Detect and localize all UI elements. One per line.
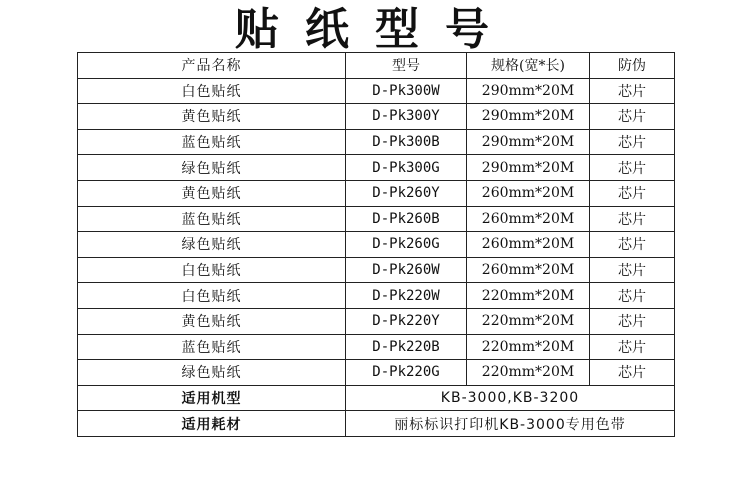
cell-anti-counterfeit: 芯片 xyxy=(590,155,675,181)
table-row xyxy=(78,104,675,130)
header-product-name: 产品名称 xyxy=(78,53,346,79)
cell-anti-counterfeit: 芯片 xyxy=(590,78,675,104)
cell-product-name: 蓝色贴纸 xyxy=(78,129,346,155)
table-row xyxy=(78,257,675,283)
cell-anti-counterfeit: 芯片 xyxy=(590,104,675,130)
cell-spec: 220mm*20M xyxy=(467,283,590,309)
cell-product-name: 绿色贴纸 xyxy=(78,155,346,181)
cell-product-name: 黄色贴纸 xyxy=(78,308,346,334)
table-row xyxy=(78,334,675,360)
cell-product-name: 黄色贴纸 xyxy=(78,104,346,130)
cell-anti-counterfeit: 芯片 xyxy=(590,129,675,155)
cell-spec: 260mm*20M xyxy=(467,232,590,258)
cell-anti-counterfeit: 芯片 xyxy=(590,283,675,309)
table-footer-row xyxy=(78,411,675,437)
footer-label: 适用机型 xyxy=(78,385,346,411)
cell-spec: 220mm*20M xyxy=(467,360,590,386)
cell-anti-counterfeit: 芯片 xyxy=(590,232,675,258)
cell-anti-counterfeit: 芯片 xyxy=(590,360,675,386)
cell-model: D-Pk300W xyxy=(346,78,467,104)
cell-model: D-Pk220Y xyxy=(346,308,467,334)
cell-product-name: 白色贴纸 xyxy=(78,78,346,104)
cell-anti-counterfeit: 芯片 xyxy=(590,308,675,334)
cell-product-name: 蓝色贴纸 xyxy=(78,334,346,360)
cell-anti-counterfeit: 芯片 xyxy=(590,206,675,232)
cell-model: D-Pk220G xyxy=(346,360,467,386)
table-row xyxy=(78,308,675,334)
table-header-row xyxy=(78,53,675,79)
cell-model: D-Pk260Y xyxy=(346,180,467,206)
table-row xyxy=(78,232,675,258)
footer-value: KB-3000,KB-3200 xyxy=(346,385,675,411)
cell-product-name: 蓝色贴纸 xyxy=(78,206,346,232)
cell-spec: 290mm*20M xyxy=(467,104,590,130)
cell-product-name: 绿色贴纸 xyxy=(78,360,346,386)
table-row xyxy=(78,206,675,232)
cell-anti-counterfeit: 芯片 xyxy=(590,334,675,360)
cell-model: D-Pk300G xyxy=(346,155,467,181)
header-model: 型号 xyxy=(346,53,467,79)
cell-spec: 260mm*20M xyxy=(467,180,590,206)
cell-model: D-Pk300Y xyxy=(346,104,467,130)
cell-spec: 220mm*20M xyxy=(467,334,590,360)
cell-anti-counterfeit: 芯片 xyxy=(590,257,675,283)
cell-model: D-Pk260W xyxy=(346,257,467,283)
cell-model: D-Pk300B xyxy=(346,129,467,155)
cell-product-name: 白色贴纸 xyxy=(78,283,346,309)
cell-spec: 220mm*20M xyxy=(467,308,590,334)
cell-spec: 290mm*20M xyxy=(467,129,590,155)
cell-product-name: 绿色贴纸 xyxy=(78,232,346,258)
header-anti-counterfeit: 防伪 xyxy=(590,53,675,79)
footer-label: 适用耗材 xyxy=(78,411,346,437)
cell-model: D-Pk220B xyxy=(346,334,467,360)
cell-spec: 260mm*20M xyxy=(467,257,590,283)
footer-value: 丽标标识打印机KB-3000专用色带 xyxy=(346,411,675,437)
table-row xyxy=(78,129,675,155)
cell-model: D-Pk260B xyxy=(346,206,467,232)
cell-spec: 290mm*20M xyxy=(467,155,590,181)
sticker-model-table xyxy=(77,52,675,437)
cell-product-name: 黄色贴纸 xyxy=(78,180,346,206)
cell-spec: 260mm*20M xyxy=(467,206,590,232)
table-row xyxy=(78,180,675,206)
cell-anti-counterfeit: 芯片 xyxy=(590,180,675,206)
header-spec: 规格(宽*长) xyxy=(467,53,590,79)
table-row xyxy=(78,155,675,181)
table-footer-row xyxy=(78,385,675,411)
cell-spec: 290mm*20M xyxy=(467,78,590,104)
cell-product-name: 白色贴纸 xyxy=(78,257,346,283)
table-row xyxy=(78,283,675,309)
cell-model: D-Pk260G xyxy=(346,232,467,258)
table-row xyxy=(78,360,675,386)
table-row xyxy=(78,78,675,104)
page-title: 贴纸型号 xyxy=(235,4,515,55)
cell-model: D-Pk220W xyxy=(346,283,467,309)
